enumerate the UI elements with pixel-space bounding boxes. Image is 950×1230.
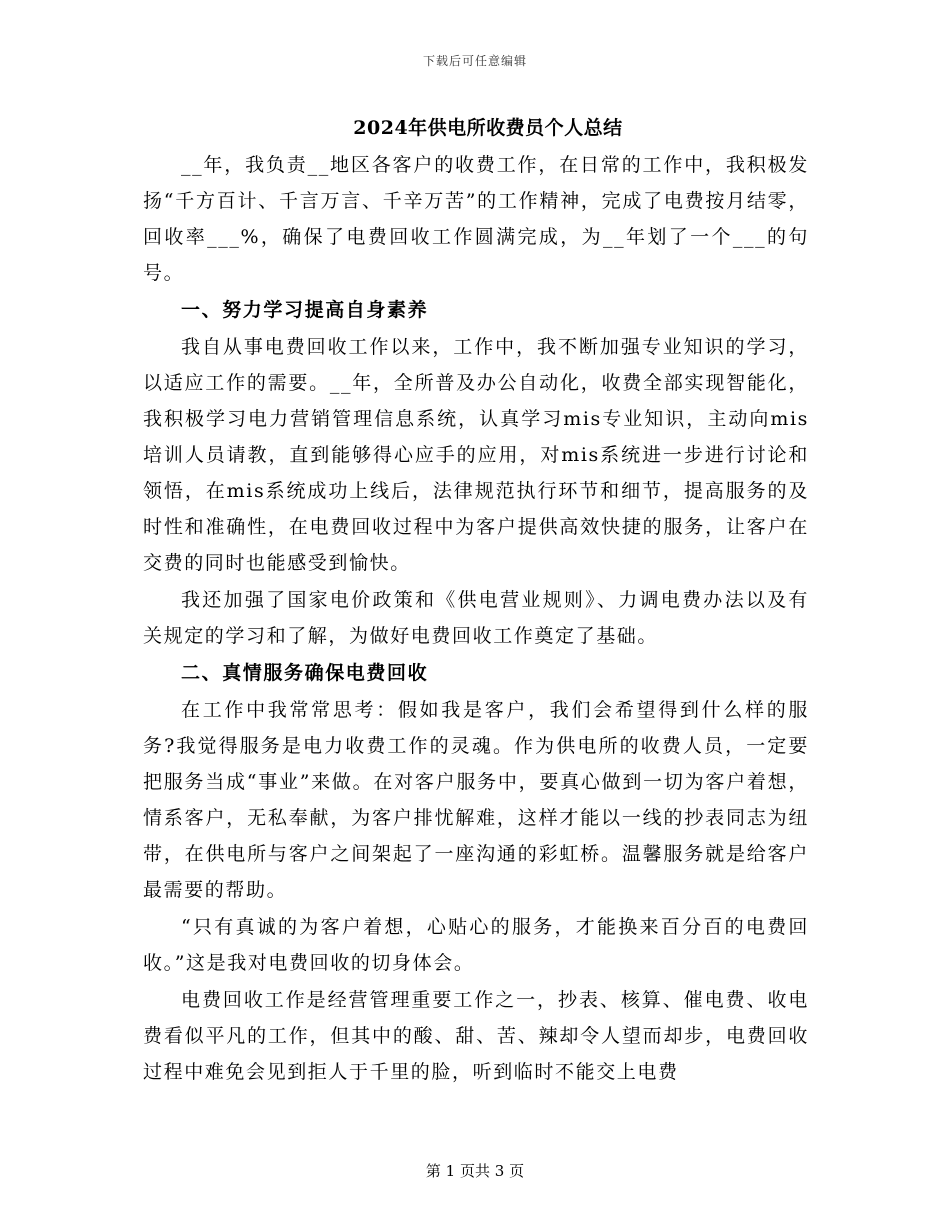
paragraph-intro: __年，我负责__地区各客户的收费工作，在日常的工作中，我积极发扬“千方百计、千言万言、千辛万苦”的工作精神，完成了电费按月结零，回收率___%，确保了电费回收工作圆满完成，为__年划了一个___的句号。 <box>143 154 809 284</box>
document-body <box>143 110 809 1091</box>
paragraph-policy: 我还加强了国家电价政策和《供电营业规则》、力调电费办法以及有关规定的学习和了解，为做好电费回收工作奠定了基础。 <box>143 589 809 647</box>
document-title: 2024年供电所收费员个人总结 <box>353 117 623 139</box>
paragraph-study: 我自从事电费回收工作以来，工作中，我不断加强专业知识的学习，以适应工作的需要。__年，全所普及办公自动化，收费全部实现智能化，我积极学习电力营销管理信息系统，认真学习mis专业知识，主动向mis培训人员请教，直到能够得心应手的应用，对mis系统进一步进行讨论和领悟，在mis系统成功上线后，法律规范执行环节和细节，提高服务的及时性和准确性，在电费回收过程中为客户提供高效快捷的服务，让客户在交费的同时也能感受到愉快。 <box>143 336 809 574</box>
section-heading-1: 一、努力学习提高自身素养 <box>181 299 429 321</box>
page-header-note: 下载后可任意编辑 <box>422 54 527 68</box>
section-heading-2: 二、真情服务确保电费回收 <box>181 662 429 684</box>
page-number: 第 1 页共 3 页 <box>425 1162 525 1180</box>
paragraph-collection: 电费回收工作是经营管理重要工作之一，抄表、核算、催电费、收电费看似平凡的工作，但其中的酸、甜、苦、辣却令人望而却步，电费回收过程中难免会见到拒人于千里的脸，听到临时不能交上电费 <box>143 989 809 1083</box>
paragraph-quote: “只有真诚的为客户着想，心贴心的服务，才能换来百分百的电费回收。”这是我对电费回收的切身体会。 <box>143 916 809 974</box>
paragraph-service: 在工作中我常常思考：假如我是客户，我们会希望得到什么样的服务?我觉得服务是电力收费工作的灵魂。作为供电所的收费人员，一定要把服务当成“事业”来做。在对客户服务中，要真心做到一切为客户着想，情系客户，无私奉献，为客户排忧解难，这样才能以一线的抄表同志为纽带，在供电所与客户之间架起了一座沟通的彩虹桥。温馨服务就是给客户最需要的帮助。 <box>143 699 809 901</box>
